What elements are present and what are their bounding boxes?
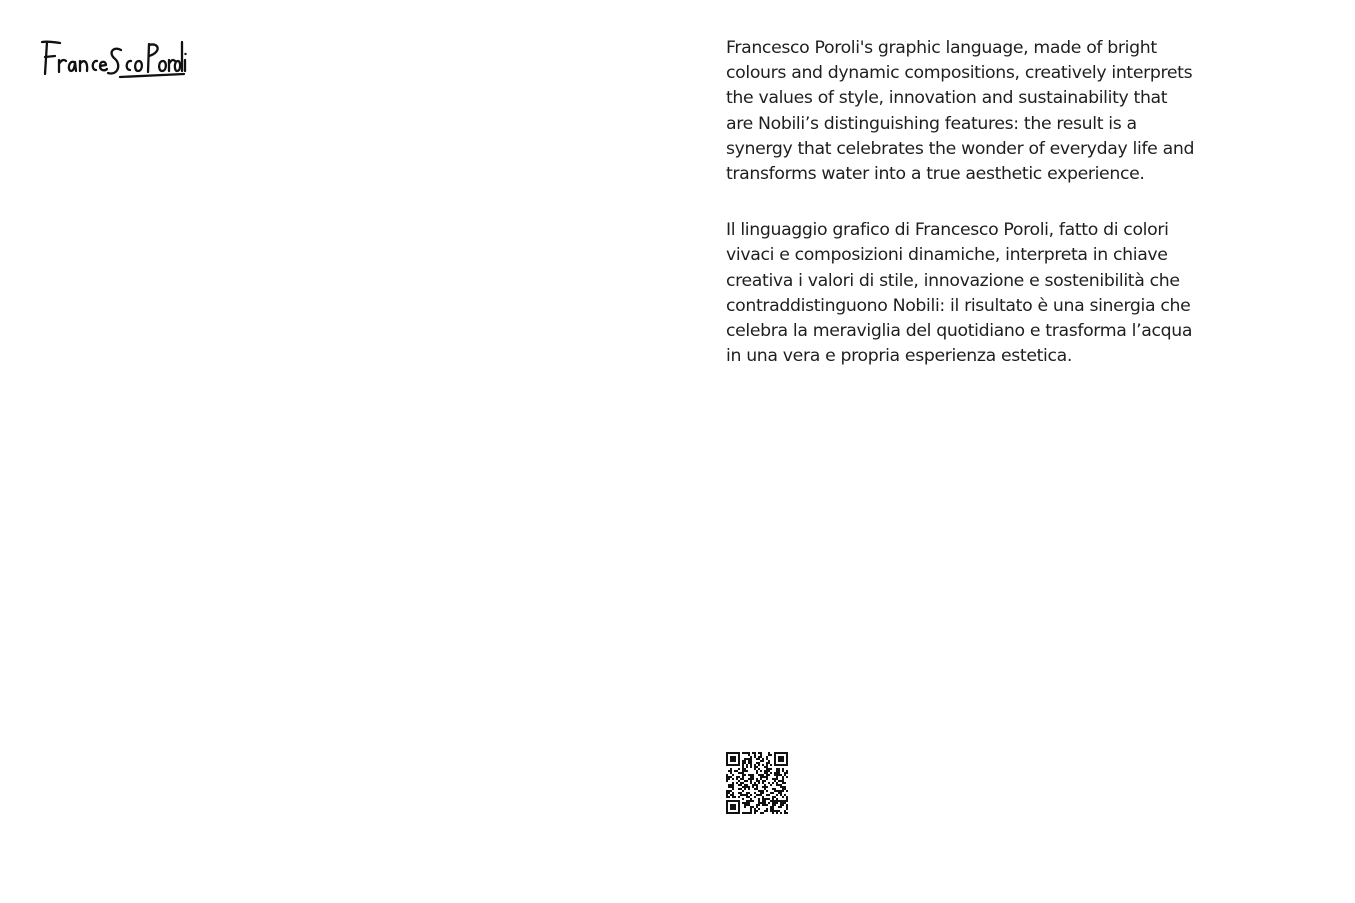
text-line: Il linguaggio grafico di Francesco Poroli, fatto di colori: [726, 220, 1169, 241]
text-line: the values of style, innovation and sustainability that: [726, 88, 1168, 109]
text-line: are Nobili’s distinguishing features: the result is a: [726, 113, 1137, 134]
qr-code-icon: [726, 752, 788, 814]
text-line: in una vera e propria esperienza estetica.: [726, 346, 1073, 367]
text-line: Francesco Poroli's graphic language, made of bright: [726, 38, 1157, 58]
text-column: [726, 36, 1246, 369]
text-line: celebra la meraviglia del quotidiano e trasforma l’acqua: [726, 321, 1193, 342]
paragraph-italian: [726, 218, 1246, 369]
text-line: creativa i valori di stile, innovazione e sostenibilità che: [726, 270, 1180, 291]
text-line: vivaci e composizioni dinamiche, interpreta in chiave: [726, 245, 1168, 266]
paragraph-english: [726, 36, 1246, 187]
text-line: colours and dynamic compositions, creatively interprets: [726, 63, 1193, 84]
qr-code[interactable]: [726, 752, 788, 814]
francesco-poroli-signature-icon: [38, 36, 188, 84]
text-line: contraddistinguono Nobili: il risultato è una sinergia che: [726, 295, 1191, 316]
brand-logo: [38, 36, 188, 84]
text-line: synergy that celebrates the wonder of everyday life and: [726, 138, 1195, 159]
text-line: transforms water into a true aesthetic experience.: [726, 164, 1145, 185]
